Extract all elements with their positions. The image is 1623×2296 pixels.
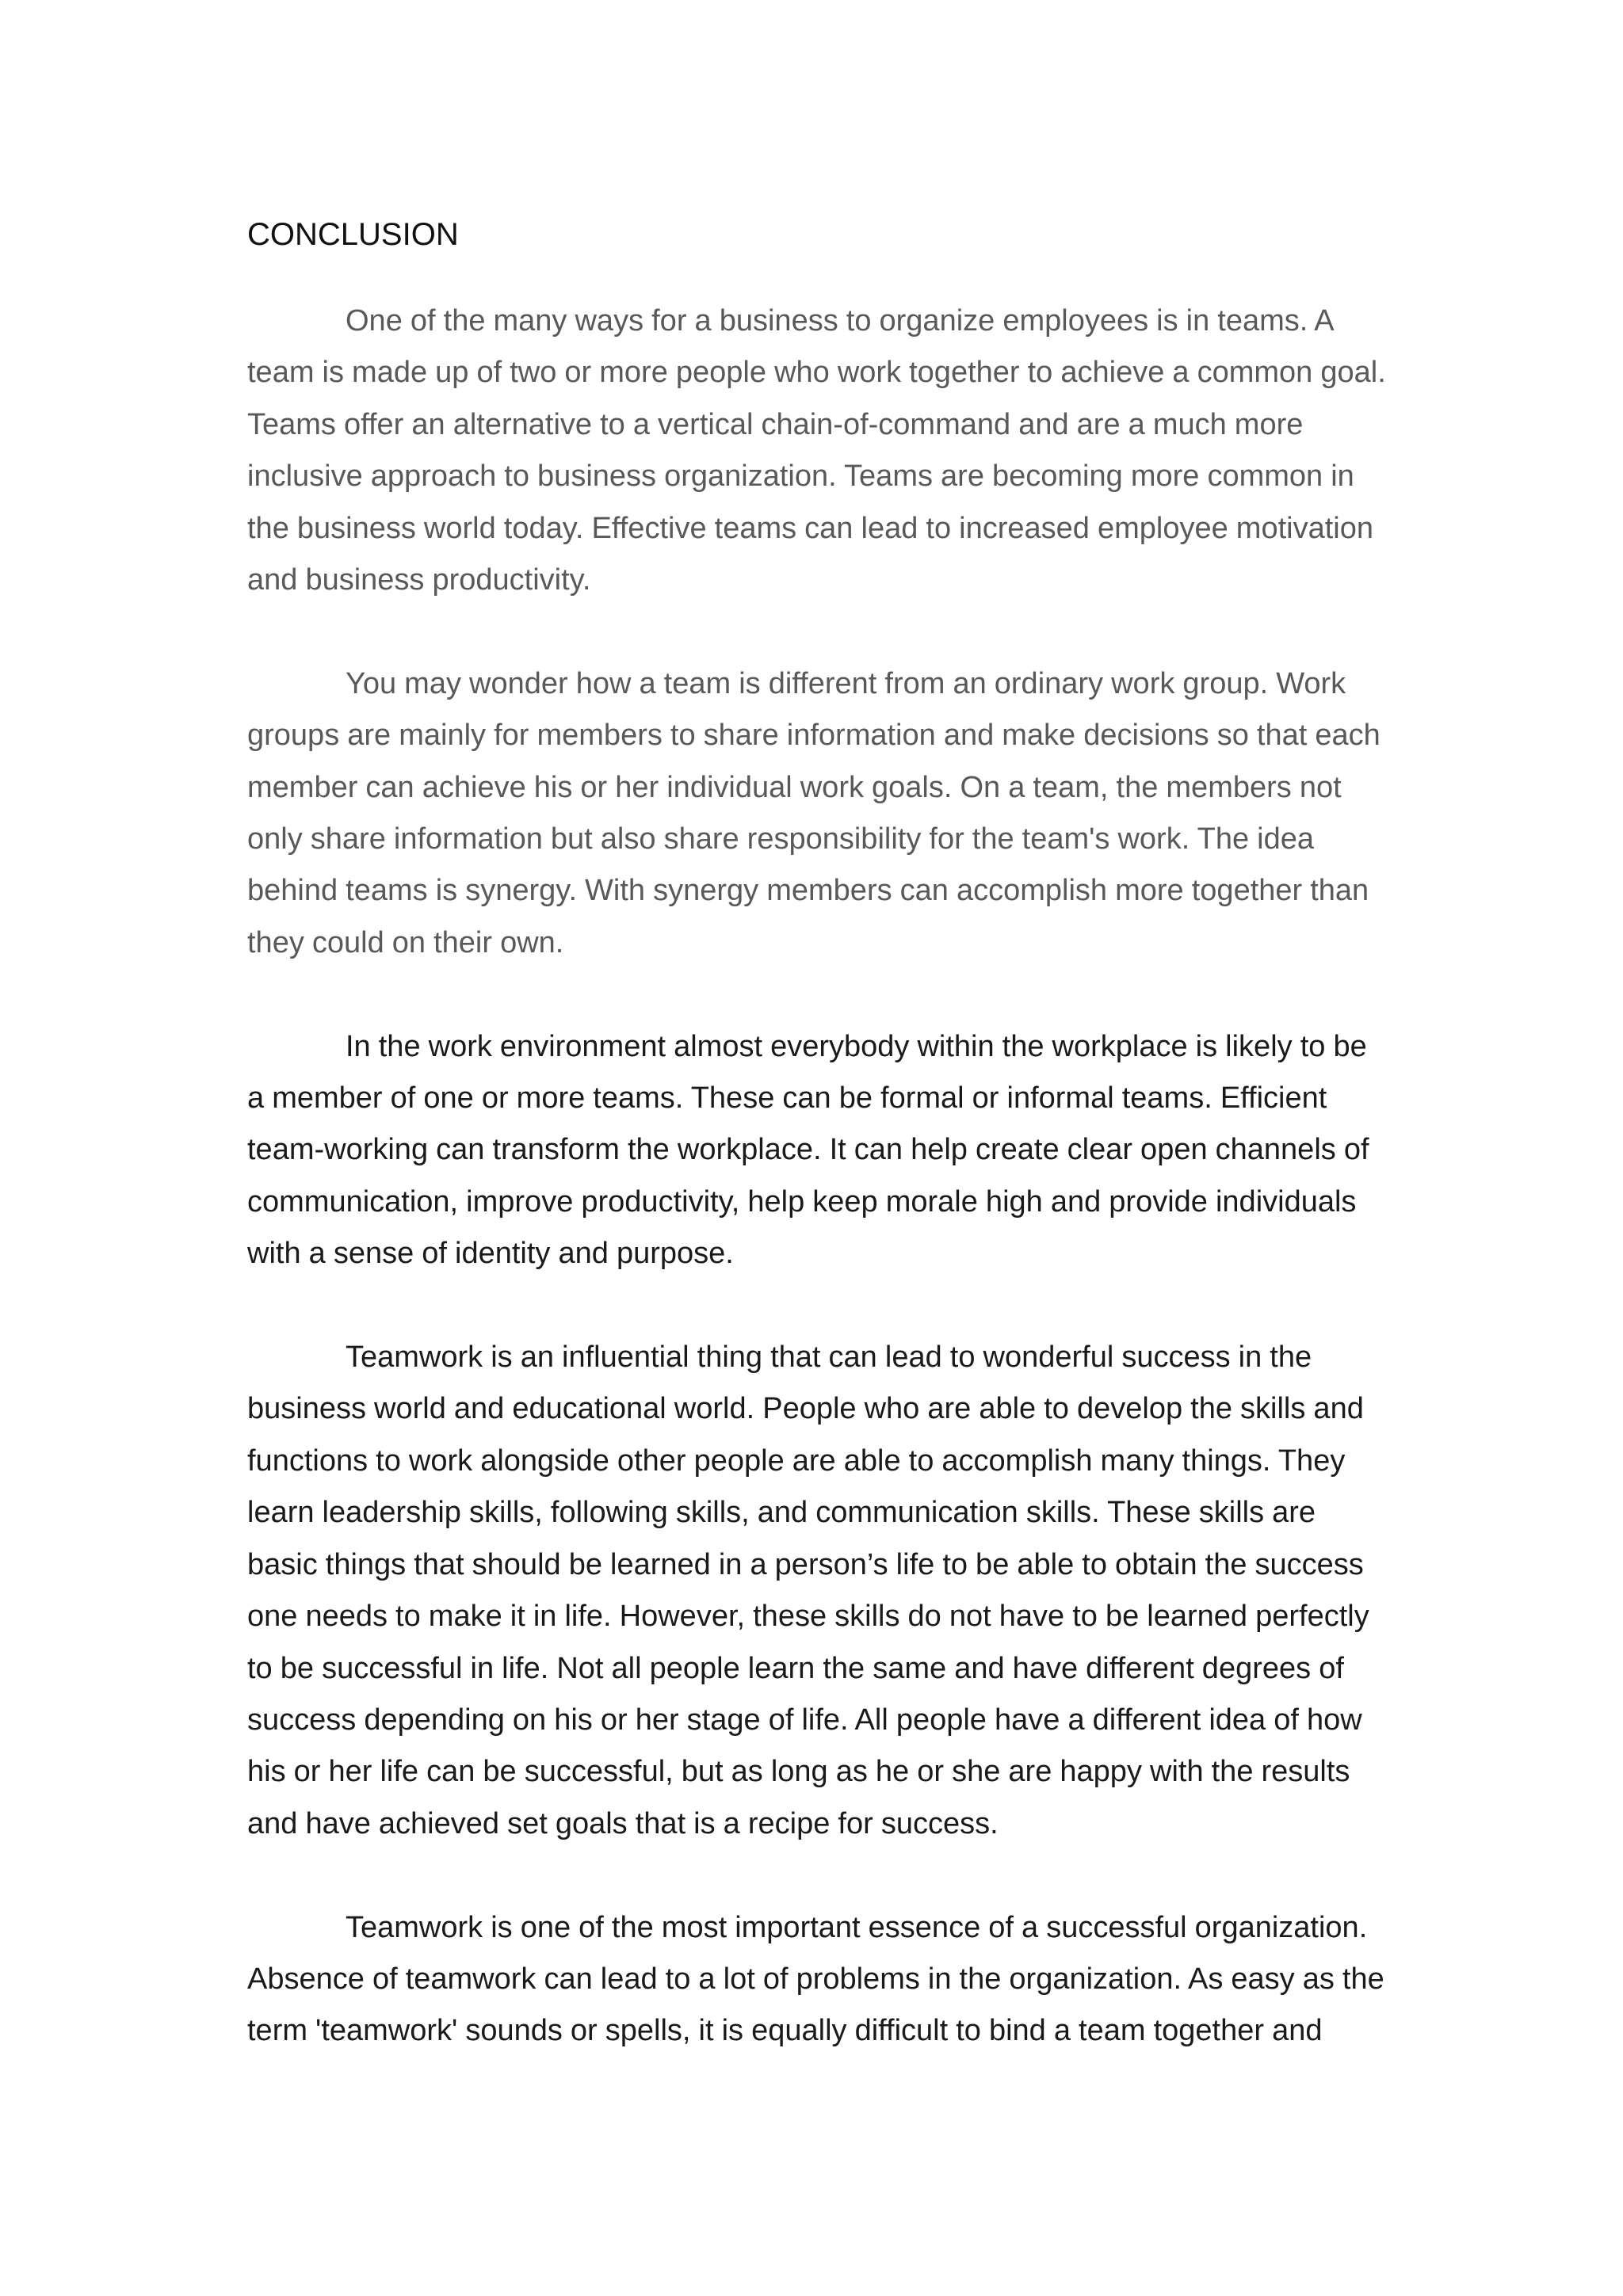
paragraph-5: Teamwork is one of the most important essence of a successful organization. Absence of teamwork can lead to a lot of problems in the organization. As easy as the term 'teamwork' sounds or spells, it is equally difficult to bind a team together and bbox=[247, 1910, 1384, 2048]
paragraph-4: Teamwork is an influential thing that can lead to wonderful success in the business world and educational world. People who are able to develop the skills and functions to work alongside other people are able to accomplish many things. They learn leadership skills, following skills, and communication skills. These skills are basic things that should be learned in a person’s life to be able to obtain the success one needs to make it in life. However, these skills do not have to be learned perfectly to be successful in life. Not all people learn the same and have different degrees of success depending on his or her stage of life. All people have a different idea of how his or her life can be successful, but as long as he or she are happy with the results and have achieved set goals that is a recipe for success. bbox=[247, 1341, 1369, 1840]
document-body bbox=[247, 212, 1388, 2058]
section-heading: CONCLUSION bbox=[247, 217, 459, 252]
paragraph-2: You may wonder how a team is different from an ordinary work group. Work groups are mainly for members to share information and make decisions so that each member can achieve his or her individual work goals. On a team, the members not only share information but also share responsibility for the team's work. The idea behind teams is synergy. With synergy members can accomplish more together than they could on their own. bbox=[247, 666, 1381, 959]
paragraph-3: In the work environment almost everybody within the workplace is likely to be a member of one or more teams. These can be formal or informal teams. Efficient team-working can transform the workplace. It can help create clear open channels of communication, improve productivity, help keep morale high and provide individuals with a sense of identity and purpose. bbox=[247, 1029, 1369, 1271]
paragraph-1: One of the many ways for a business to organize employees is in teams. A team is made up of two or more people who work together to achieve a common goal. Teams offer an alternative to a vertical chain-of-command and are a much more inclusive approach to business organization. Teams are becoming more common in the business world today. Effective teams can lead to increased employee motivation and business productivity. bbox=[247, 304, 1386, 597]
